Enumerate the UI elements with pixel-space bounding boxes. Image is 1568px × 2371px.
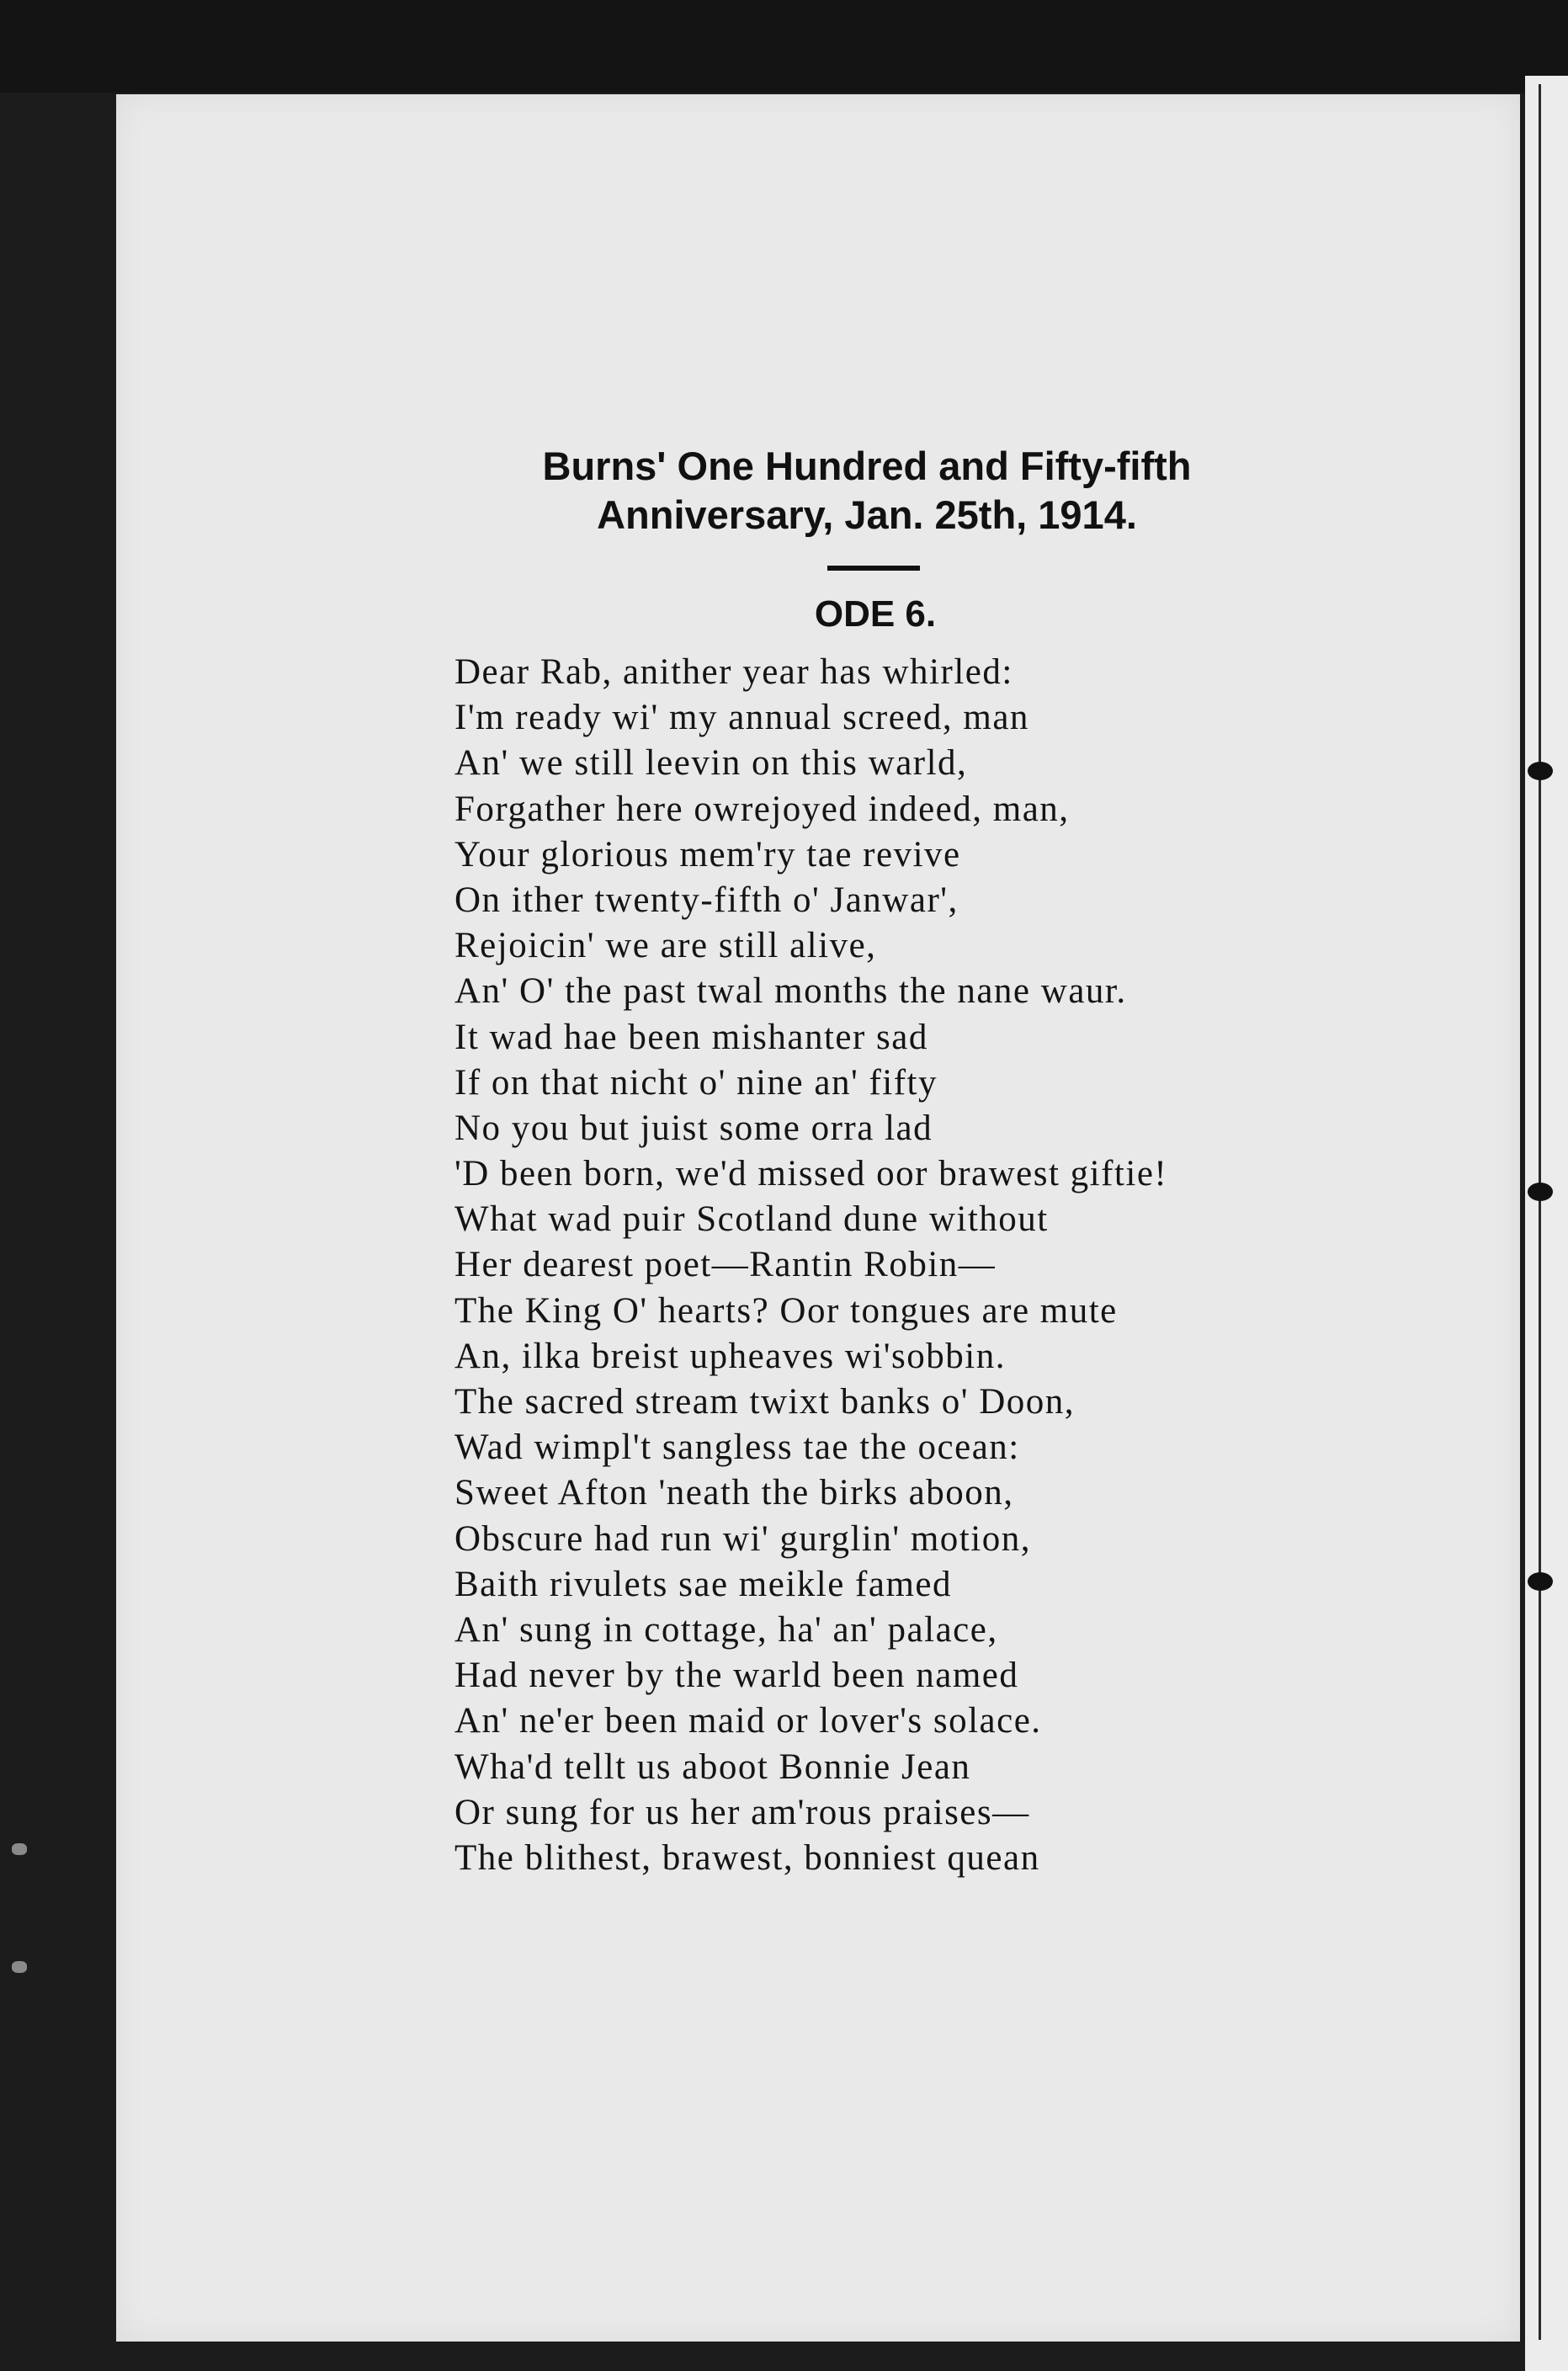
poem-line: If on that nicht o' nine an' fifty xyxy=(454,1062,938,1103)
poem-line: Obscure had run wi' gurglin' motion, xyxy=(454,1518,1031,1559)
poem-line: Or sung for us her am'rous praises— xyxy=(454,1792,1030,1832)
title-rule xyxy=(827,566,920,571)
poem-line: The sacred stream twixt banks o' Doon, xyxy=(454,1382,1076,1422)
binding-mark xyxy=(1528,1183,1553,1201)
poem-line: The King O' hearts? Oor tongues are mute xyxy=(454,1290,1118,1331)
poem-line: An' we still leevin on this warld, xyxy=(454,743,968,784)
poem-line: Had never by the warld been named xyxy=(454,1656,1019,1696)
poem-line: The blithest, brawest, bonniest quean xyxy=(454,1837,1040,1878)
title-line: Burns' One Hundred and Fifty-fifth xyxy=(542,444,1192,488)
binding-line xyxy=(1539,84,1541,2340)
title-line: Anniversary, Jan. 25th, 1914. xyxy=(597,492,1137,537)
poem xyxy=(454,650,1338,1881)
poem-line: An' ne'er been maid or lover's solace. xyxy=(454,1701,1042,1741)
scan-speck xyxy=(12,1843,27,1855)
facing-page-edge xyxy=(1525,76,1568,2371)
poem-line: No you but juist some orra lad xyxy=(454,1108,933,1148)
poem-line: 'D been born, we'd missed oor brawest giftie! xyxy=(454,1154,1168,1194)
poem-line: Baith rivulets sae meikle famed xyxy=(454,1564,952,1604)
scan-border xyxy=(0,0,1568,93)
poem-line: An' sung in cottage, ha' an' palace, xyxy=(454,1609,998,1650)
binding-mark xyxy=(1528,1572,1553,1591)
poem-line: Wad wimpl't sangless tae the ocean: xyxy=(454,1427,1020,1468)
poem-line: I'm ready wi' my annual screed, man xyxy=(454,698,1029,738)
poem-line: An, ilka breist upheaves wi'sobbin. xyxy=(454,1336,1006,1376)
poem-line: Her dearest poet—Rantin Robin— xyxy=(454,1245,997,1285)
ode-heading: ODE 6. xyxy=(814,593,937,635)
poem-line: Rejoicin' we are still alive, xyxy=(454,926,877,966)
poem-line: Dear Rab, anither year has whirled: xyxy=(454,652,1013,692)
poem-line: On ither twenty-fifth o' Janwar', xyxy=(454,880,959,920)
poem-line: It wad hae been mishanter sad xyxy=(454,1017,928,1057)
poem-line: An' O' the past twal months the nane waur. xyxy=(454,971,1127,1012)
poem-line: Your glorious mem'ry tae revive xyxy=(454,834,961,875)
document-title xyxy=(471,442,1262,540)
poem-line: What wad puir Scotland dune without xyxy=(454,1199,1049,1240)
binding-mark xyxy=(1528,762,1553,780)
poem-line: Sweet Afton 'neath the birks aboon, xyxy=(454,1473,1014,1513)
poem-line: Forgather here owrejoyed indeed, man, xyxy=(454,789,1070,829)
scan-speck xyxy=(12,1961,27,1973)
poem-line: Wha'd tellt us aboot Bonnie Jean xyxy=(454,1746,971,1787)
